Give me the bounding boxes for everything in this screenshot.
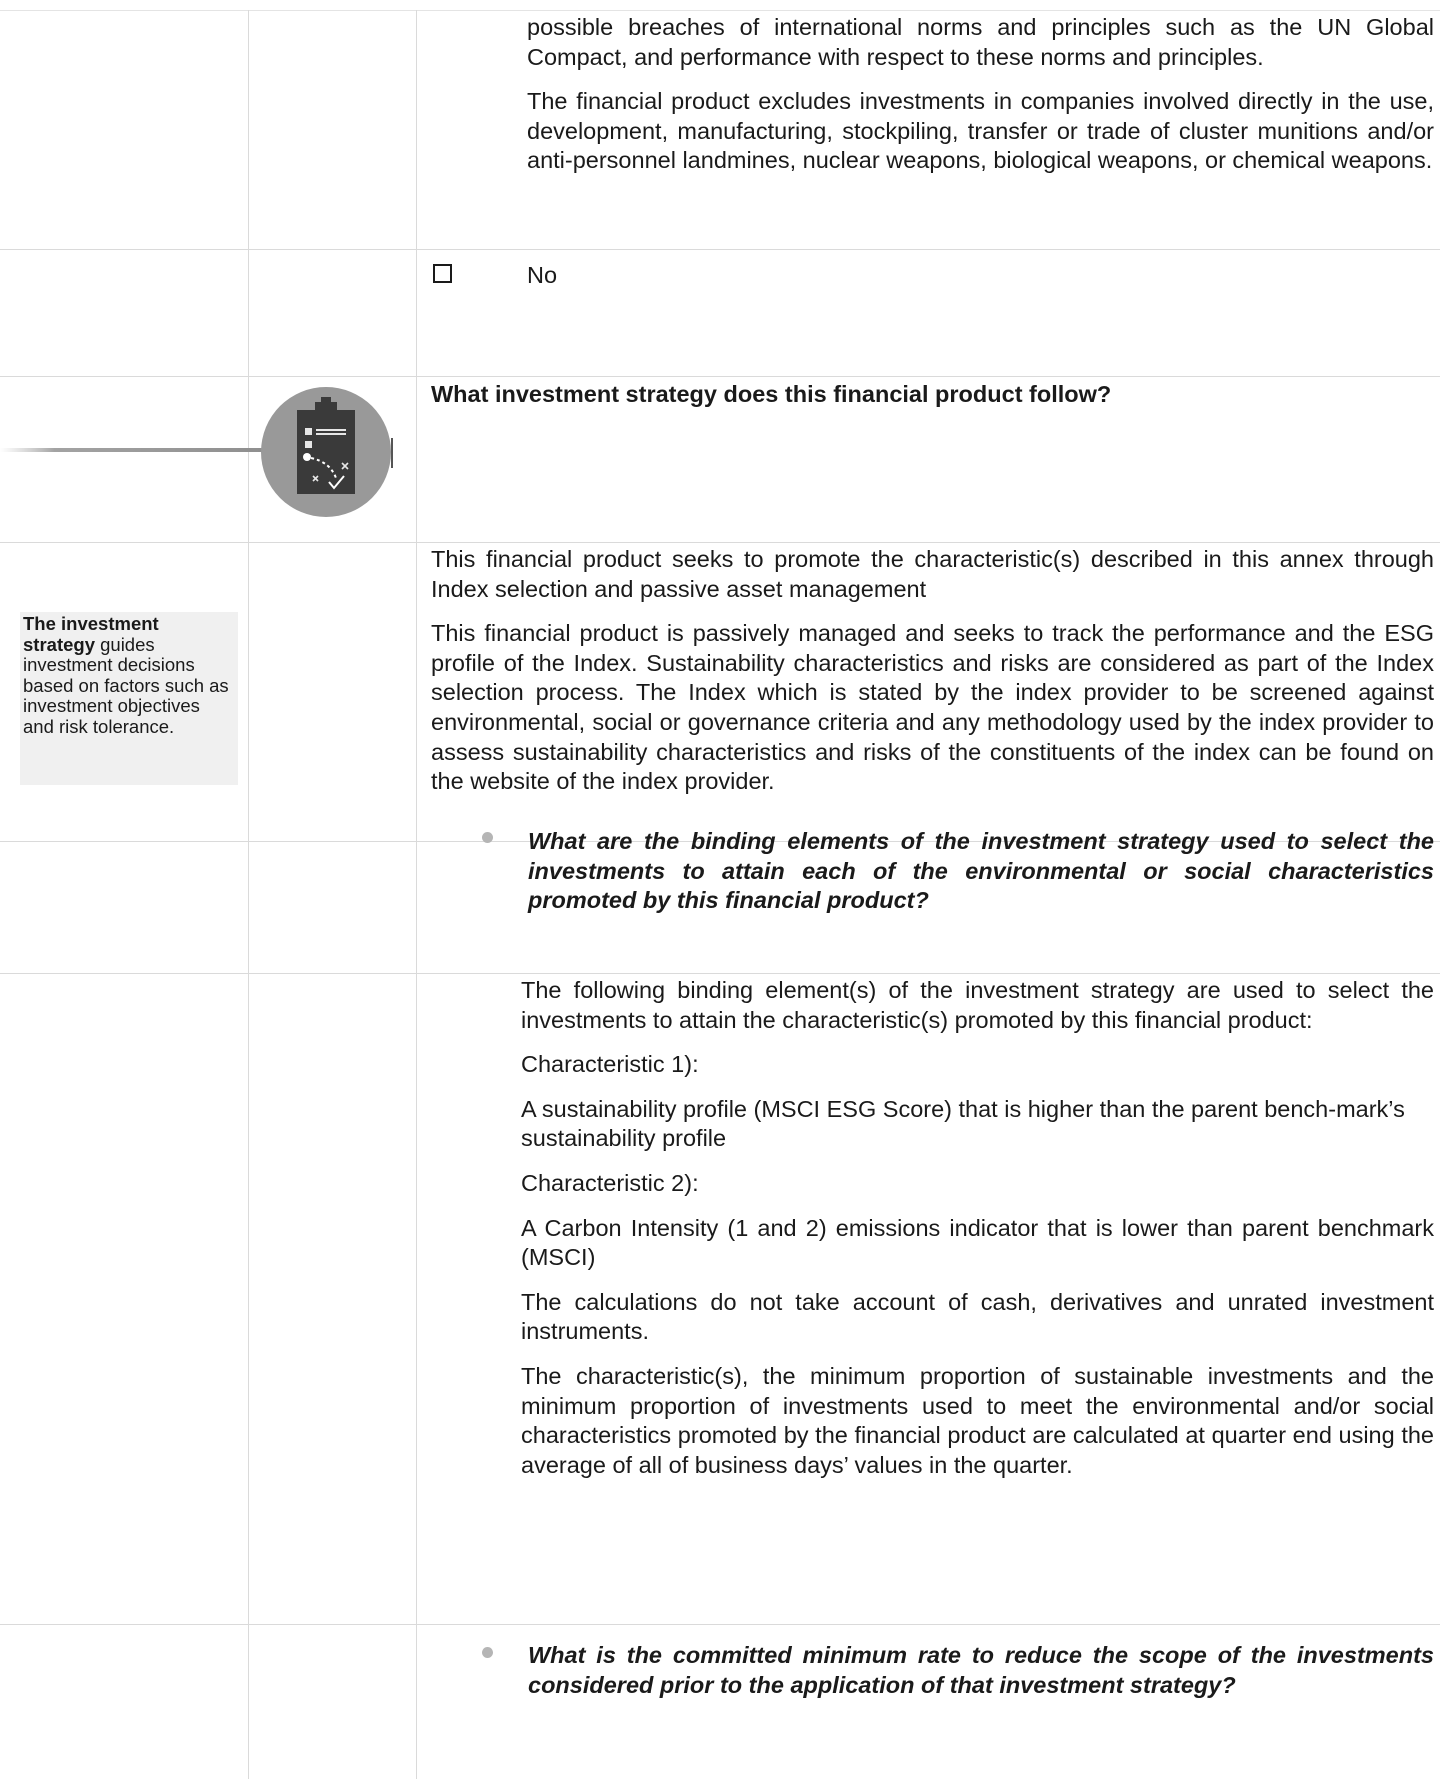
strategy-description xyxy=(431,545,1434,797)
row-divider xyxy=(0,973,1440,974)
column-divider-1 xyxy=(248,10,249,1779)
strategy-paragraph-2: This financial product is passively managed and seeks to track the performance and the ESG profile of the Index. Sustainability characteristics and risks are considered as part of the Index selection process. The Index which is stated by the index provider to be screened against environmental, social or governance criteria and any methodology used by the index provider to assess sustainability characteristics and risks of the constituents of the index can be found on the website of the index provider. xyxy=(431,620,1434,795)
characteristic-1-label: Characteristic 1): xyxy=(521,1051,699,1078)
no-label: No xyxy=(527,262,558,288)
row-divider xyxy=(0,1624,1440,1625)
characteristic-2-label: Characteristic 2): xyxy=(521,1169,699,1196)
no-checkbox[interactable] xyxy=(433,264,452,283)
minimum-rate-question: What is the committed minimum rate to reduce the scope of the investments considered prior to the application of that investment strategy? xyxy=(528,1642,1434,1698)
exclusions-paragraph: The financial product excludes investments in companies involved directly in the use, development, manufacturing, stockpiling, transfer or trade of cluster munitions and/or anti-personnel landmines, nuclear weapons, biological weapons, or chemical weapons. xyxy=(527,88,1434,174)
characteristic-2-text: A Carbon Intensity (1 and 2) emissions indicator that is lower than parent benchmark (MSCI) xyxy=(521,1214,1434,1271)
table-top-border xyxy=(0,10,1440,11)
definition-term: The investment strategy xyxy=(23,613,159,655)
calculation-note: The calculations do not take account of cash, derivatives and unrated investment instruments. xyxy=(521,1288,1434,1345)
row-divider xyxy=(0,542,1440,543)
bullet-icon xyxy=(482,832,493,843)
norms-paragraph: possible breaches of international norms and principles such as the UN Global Compact, and performance with respect to these norms and principles. xyxy=(527,14,1434,70)
answer-intro: The following binding element(s) of the investment strategy are used to select the investments to attain the characteristic(s) promoted by this financial product: xyxy=(521,977,1434,1033)
strategy-heading: What investment strategy does this financial product follow? xyxy=(431,381,1112,407)
binding-elements-question: What are the binding elements of the investment strategy used to select the investments to attain each of the environmental or social characteristics promoted by this financial product? xyxy=(528,828,1434,914)
strategy-definition-note xyxy=(20,612,238,785)
bullet-icon xyxy=(482,1647,493,1658)
characteristic-1-text: A sustainability profile (MSCI ESG Score) that is higher than the parent bench-mark’s sustainability profile xyxy=(521,1095,1405,1152)
section-exclusions xyxy=(527,13,1434,176)
binding-elements-answer xyxy=(521,976,1434,1480)
row-divider xyxy=(0,249,1440,250)
strategy-paragraph-1: This financial product seeks to promote the characteristic(s) described in this annex through Index selection and passive asset management xyxy=(431,546,1434,602)
calculation-method: The characteristic(s), the minimum proportion of sustainable investments and the minimum proportion of investments used to meet the environmental and/or social characteristics promoted by the financial product are calculated at quarter end using the average of all of business days’ values in the quarter. xyxy=(521,1362,1434,1478)
column-divider-2 xyxy=(416,10,417,1779)
clipboard-strategy-icon xyxy=(0,370,395,520)
definition-text: guides investment decisions based on factors such as investment objectives and risk tolerance. xyxy=(23,633,229,737)
